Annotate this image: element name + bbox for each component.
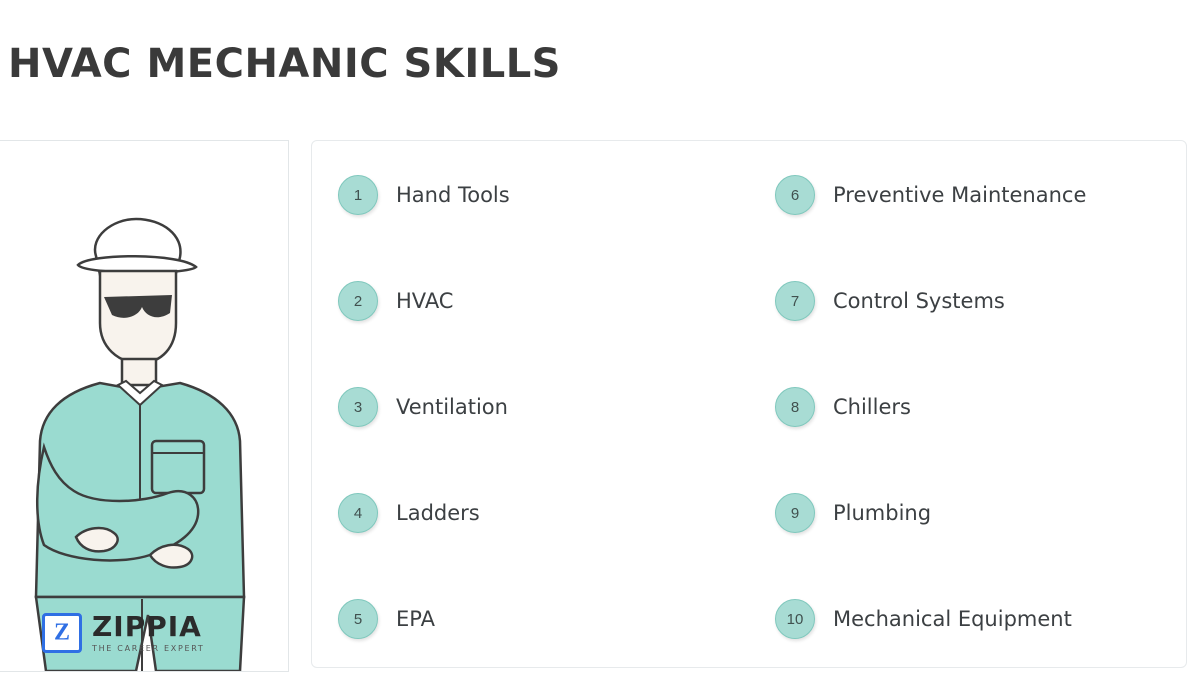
skill-number-badge: 6 [775,175,815,215]
page-title: HVAC MECHANIC SKILLS [8,40,561,87]
skills-columns [312,141,1186,667]
skill-label: Hand Tools [396,183,510,207]
illustration-panel [0,140,289,672]
skill-item-8 [775,383,1186,431]
zippia-logo-text [92,610,205,653]
skill-item-7 [775,277,1186,325]
skill-number-badge: 9 [775,493,815,533]
skills-column-left [312,171,749,643]
skill-item-4 [338,489,749,537]
skills-column-right [749,171,1186,643]
skill-number-badge: 2 [338,281,378,321]
skill-item-2 [338,277,749,325]
skill-number-badge: 7 [775,281,815,321]
skill-label: EPA [396,607,435,631]
skill-label: HVAC [396,289,454,313]
skill-label: Ventilation [396,395,508,419]
skill-number-badge: 3 [338,387,378,427]
zippia-logo-tagline: THE CAREER EXPERT [92,644,205,653]
skill-item-1 [338,171,749,219]
skill-label: Ladders [396,501,480,525]
skill-item-3 [338,383,749,431]
skill-number-badge: 4 [338,493,378,533]
skill-label: Control Systems [833,289,1005,313]
zippia-logo [42,610,205,653]
hvac-mechanic-illustration [0,141,288,671]
skill-item-6 [775,171,1186,219]
zippia-logo-name: ZIPPIA [92,610,202,643]
skill-label: Mechanical Equipment [833,607,1072,631]
skill-label: Chillers [833,395,911,419]
skill-number-badge: 10 [775,599,815,639]
skill-number-badge: 5 [338,599,378,639]
skill-item-5 [338,595,749,643]
zippia-logo-mark [42,613,82,653]
skills-card [311,140,1187,668]
skill-number-badge: 8 [775,387,815,427]
skill-number-badge: 1 [338,175,378,215]
skill-item-9 [775,489,1186,537]
skill-label: Preventive Maintenance [833,183,1087,207]
skill-label: Plumbing [833,501,932,525]
skill-item-10 [775,595,1186,643]
